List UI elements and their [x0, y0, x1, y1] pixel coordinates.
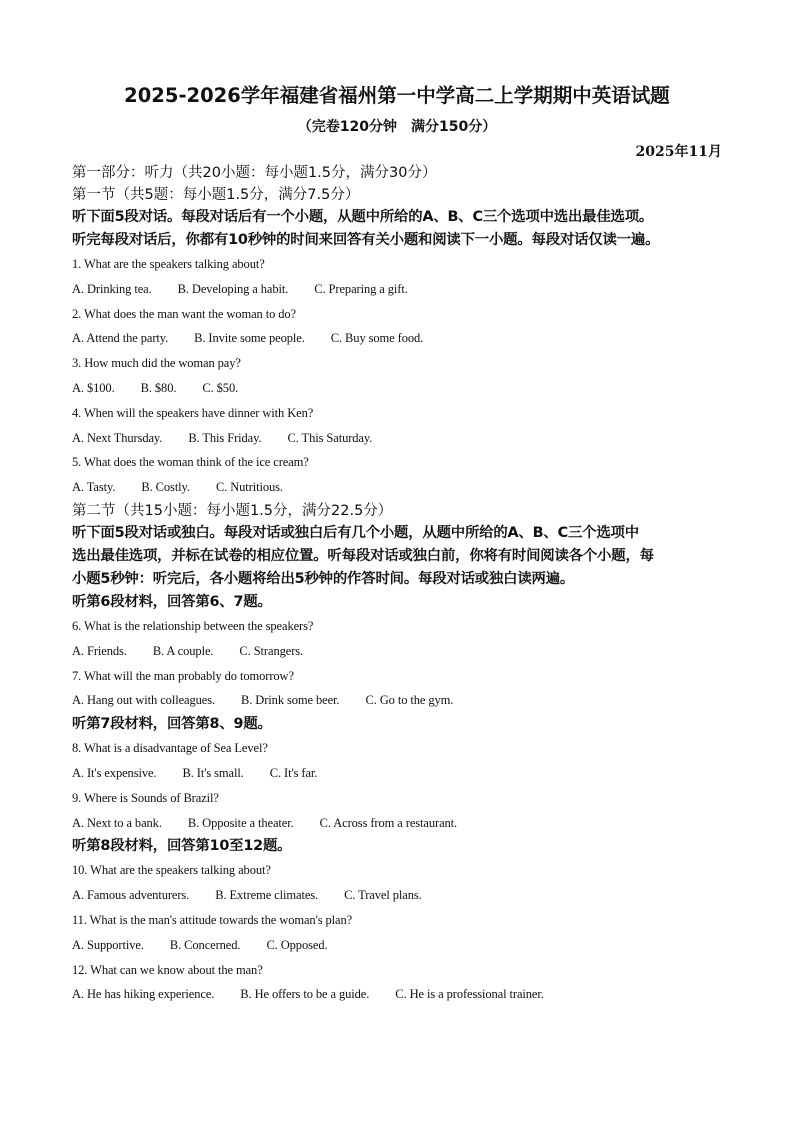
question-options [72, 761, 724, 786]
group-heading: 听第8段材料，回答第10至12题。 [72, 838, 292, 855]
option-c: C. Strangers. [239, 643, 304, 658]
question-options [72, 639, 724, 664]
question-options [72, 326, 724, 351]
option-c: C. Preparing a gift. [314, 281, 408, 296]
question-block [72, 401, 724, 451]
option-c: C. Nutritious. [215, 480, 283, 495]
question-text: 2. What does the man want the woman to do? [72, 306, 296, 321]
option-c: C. Go to the gym. [365, 693, 454, 708]
exam-date: 2025年11月 [635, 144, 722, 160]
question-options [72, 933, 724, 958]
option-a: A. Drinking tea. [72, 281, 152, 296]
question-text: 3. How much did the woman pay? [72, 356, 241, 371]
question-text: 10. What are the speakers talking about? [72, 863, 271, 878]
group-heading: 听第6段材料，回答第6、7题。 [72, 593, 272, 610]
question-text: 5. What does the woman think of the ice cream? [72, 455, 309, 470]
question-block [72, 302, 724, 352]
option-c: C. He is a professional trainer. [395, 987, 544, 1002]
section1-instruction: 听完每段对话后，你都有10秒钟的时间来回答有关小题和阅读下一小题。每段对话仅读一遍。 [72, 232, 660, 248]
question-text: 4. When will the speakers have dinner with Ken? [72, 405, 314, 420]
option-c: C. This Saturday. [287, 430, 373, 445]
option-a: A. Famous adventurers. [72, 888, 190, 903]
question-options [72, 376, 724, 401]
question-options [72, 811, 724, 836]
option-c: C. Across from a restaurant. [319, 815, 458, 830]
question-block [72, 664, 724, 714]
section2-instruction: 听下面5段对话或独白。每段对话或独白后有几个小题，从题中所给的A、B、C三个选项中 [72, 524, 639, 541]
question-block [72, 450, 724, 500]
question-text: 1. What are the speakers talking about? [72, 257, 265, 271]
option-b: B. This Friday. [188, 430, 262, 445]
exam-content [72, 162, 724, 1007]
question-text: 12. What can we know about the man? [72, 962, 263, 977]
option-b: B. Concerned. [169, 937, 241, 952]
option-a: A. Friends. [72, 643, 127, 658]
section2-instruction: 小题5秒钟：听完后，各小题将给出5秒钟的作答时间。每段对话或独白读两遍。 [72, 570, 575, 587]
option-b: B. Costly. [141, 480, 190, 495]
option-a: A. Next Thursday. [72, 430, 163, 445]
question-text: 9. Where is Sounds of Brazil? [72, 790, 219, 805]
option-b: B. He offers to be a guide. [240, 987, 370, 1002]
option-a: A. He has hiking experience. [72, 987, 215, 1002]
option-a: A. It's expensive. [72, 765, 157, 780]
question-options [72, 475, 724, 500]
section2-instruction: 选出最佳选项，并标在试卷的相应位置。听每段对话或独白前，你将有时间阅读各个小题，每 [72, 547, 654, 564]
part1-heading: 第一部分：听力（共20小题：每小题1.5分，满分30分） [72, 165, 437, 181]
option-b: B. Invite some people. [194, 331, 305, 346]
exam-subtitle: （完卷120分钟 满分150分） [297, 119, 497, 135]
option-c: C. Travel plans. [344, 888, 422, 903]
option-c: C. $50. [202, 380, 239, 395]
option-b: B. Developing a habit. [177, 281, 289, 296]
question-text: 7. What will the man probably do tomorrow? [72, 668, 294, 683]
question-text: 6. What is the relationship between the speakers? [72, 618, 314, 633]
option-b: B. Drink some beer. [241, 693, 340, 708]
option-b: B. A couple. [152, 643, 214, 658]
question-block [72, 736, 724, 786]
question-options [72, 982, 724, 1007]
option-c: C. Opposed. [266, 937, 328, 952]
exam-title: 2025-2026学年福建省福州第一中学高二上学期期中英语试题 [124, 84, 670, 107]
option-a: A. Tasty. [72, 480, 116, 495]
option-b: B. Opposite a theater. [187, 815, 294, 830]
option-b: B. It's small. [182, 765, 244, 780]
option-a: A. Attend the party. [72, 331, 169, 346]
question-options [72, 688, 724, 713]
question-text: 11. What is the man's attitude towards the woman's plan? [72, 912, 353, 927]
question-block [72, 858, 724, 908]
option-a: A. Next to a bank. [72, 815, 162, 830]
question-block [72, 908, 724, 958]
option-a: A. $100. [72, 380, 115, 395]
option-a: A. Hang out with colleagues. [72, 693, 216, 708]
section2-heading: 第二节（共15小题：每小题1.5分，满分22.5分） [72, 502, 393, 519]
section1-instruction: 听下面5段对话。每段对话后有一个小题，从题中所给的A、B、C三个选项中选出最佳选项。 [72, 209, 654, 225]
option-b: B. $80. [140, 380, 177, 395]
group-heading: 听第7段材料，回答第8、9题。 [72, 716, 272, 733]
question-block [72, 786, 724, 836]
question-text: 8. What is a disadvantage of Sea Level? [72, 741, 268, 756]
option-c: C. It's far. [269, 765, 318, 780]
question-options [72, 277, 724, 302]
option-a: A. Supportive. [72, 937, 144, 952]
question-block [72, 252, 724, 302]
question-options [72, 426, 724, 451]
option-b: B. Extreme climates. [215, 888, 319, 903]
question-block [72, 614, 724, 664]
question-options [72, 883, 724, 908]
question-block [72, 958, 724, 1008]
question-block [72, 351, 724, 401]
option-c: C. Buy some food. [330, 331, 424, 346]
section1-heading: 第一节（共5题：每小题1.5分，满分7.5分） [72, 187, 360, 203]
